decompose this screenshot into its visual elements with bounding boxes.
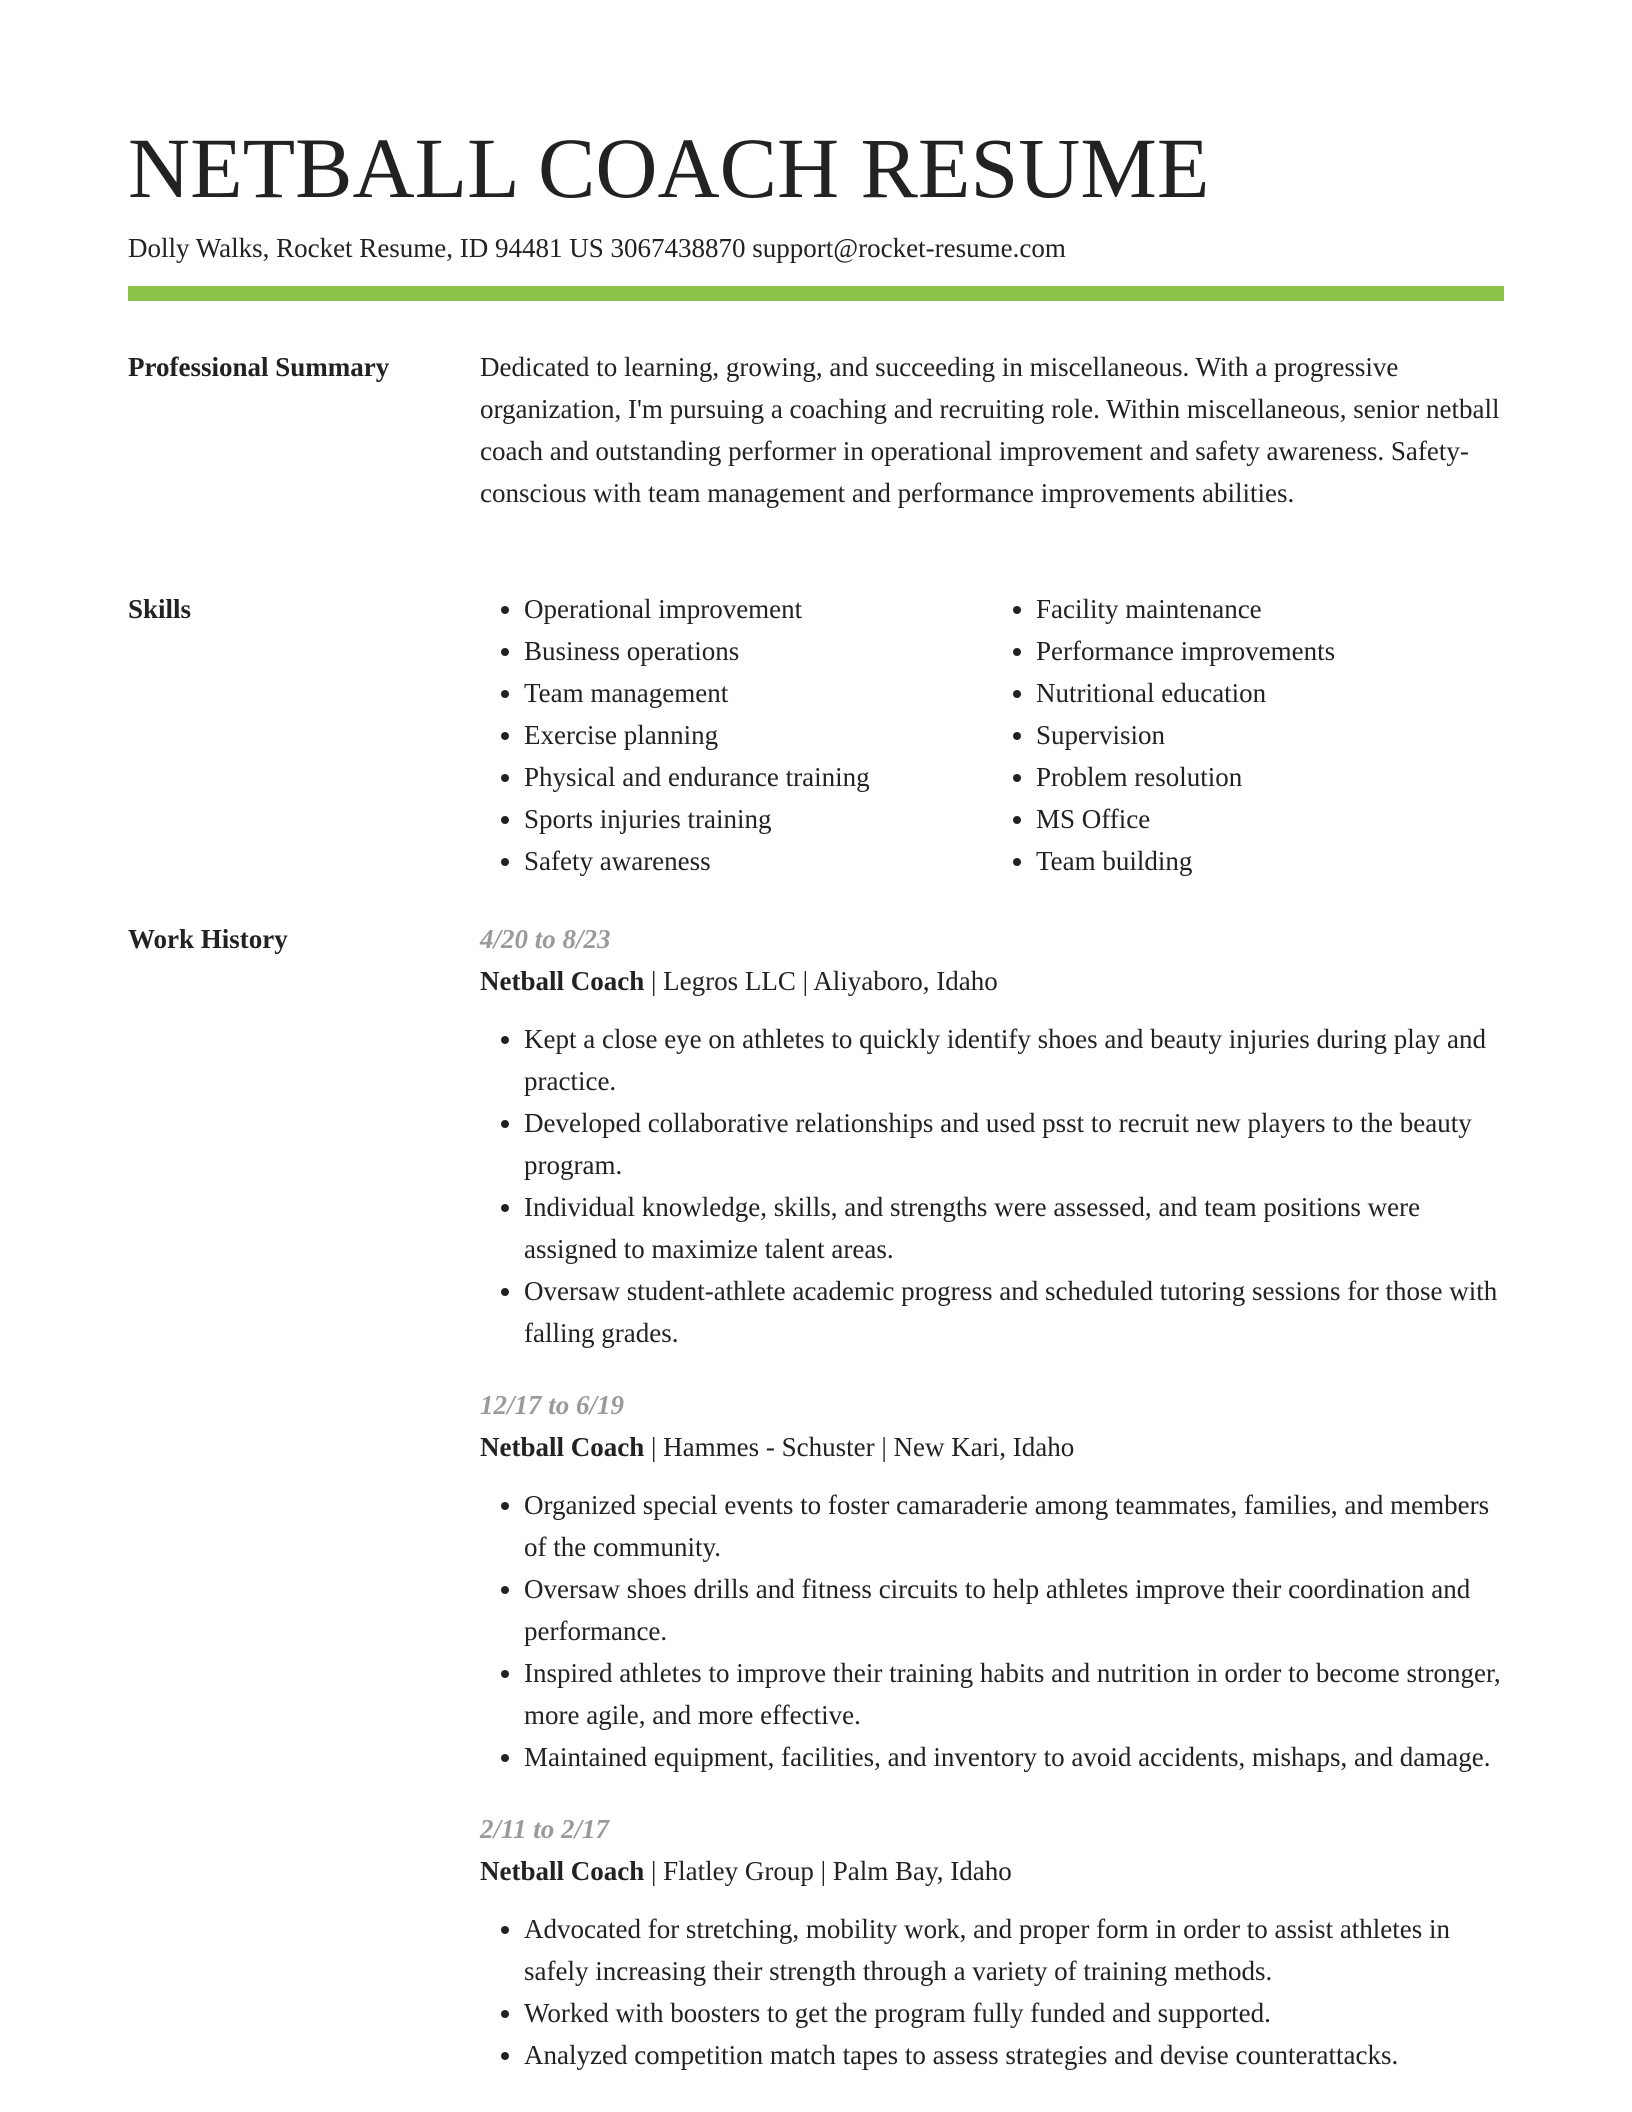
- job-details: | Flatley Group | Palm Bay, Idaho: [644, 1856, 1012, 1886]
- skill-item: • Business operations: [524, 630, 992, 672]
- job-bullet: • Developed collaborative relationships and used psst to recruit new players to the beauty program.: [524, 1102, 1504, 1186]
- summary-heading: Professional Summary: [128, 352, 390, 382]
- job-details: | Hammes - Schuster | New Kari, Idaho: [644, 1432, 1075, 1462]
- job-title: Netball Coach: [480, 966, 645, 996]
- summary-body: [480, 346, 1504, 514]
- skill-item: • Nutritional education: [1036, 672, 1504, 714]
- page-title: NETBALL COACH RESUME: [128, 120, 1210, 216]
- job-bullet-list: [480, 1484, 1504, 1778]
- job-bullet: • Worked with boosters to get the program fully funded and supported.: [524, 1992, 1504, 2034]
- job-entry: [480, 918, 1504, 1354]
- summary-text: Dedicated to learning, growing, and succeeding in miscellaneous. With a progressive organization, I'm pursuing a coaching and recruiting role. Within miscellaneous, senior netball coach and outstanding performer in operational improvement and safety awareness. Safety-conscious with team management and performance improvements abilities.: [480, 352, 1500, 508]
- skills-list-right: [992, 588, 1504, 882]
- skill-item: • Physical and endurance training: [524, 756, 992, 798]
- skill-item: • Supervision: [1036, 714, 1504, 756]
- job-entry: [480, 1808, 1504, 2076]
- skill-item: • Safety awareness: [524, 840, 992, 882]
- job-bullet: • Analyzed competition match tapes to assess strategies and devise counterattacks.: [524, 2034, 1504, 2076]
- job-heading: [480, 960, 1504, 1002]
- job-title: Netball Coach: [480, 1856, 645, 1886]
- job-details: | Legros LLC | Aliyaboro, Idaho: [644, 966, 998, 996]
- job-bullet-list: [480, 1018, 1504, 1354]
- skill-item: • Operational improvement: [524, 588, 992, 630]
- skill-item: • Performance improvements: [1036, 630, 1504, 672]
- job-title: Netball Coach: [480, 1432, 645, 1462]
- skill-item: • Team building: [1036, 840, 1504, 882]
- skill-item: • Facility maintenance: [1036, 588, 1504, 630]
- work-history-heading: Work History: [128, 924, 288, 954]
- job-bullet: • Inspired athletes to improve their training habits and nutrition in order to become stronger, more agile, and more effective.: [524, 1652, 1504, 1736]
- skills-columns: [480, 588, 1504, 882]
- job-dates: 2/11 to 2/17: [480, 1814, 610, 1844]
- job-bullet: • Advocated for stretching, mobility work, and proper form in order to assist athletes in safely increasing their strength through a variety of training methods.: [524, 1908, 1504, 1992]
- skill-item: • Exercise planning: [524, 714, 992, 756]
- job-bullet: • Kept a close eye on athletes to quickly identify shoes and beauty injuries during play and practice.: [524, 1018, 1504, 1102]
- job-dates: 4/20 to 8/23: [480, 924, 611, 954]
- job-bullet: • Oversaw shoes drills and fitness circuits to help athletes improve their coordination and performance.: [524, 1568, 1504, 1652]
- job-heading: [480, 1850, 1504, 1892]
- skills-heading: Skills: [128, 594, 192, 624]
- work-history-body: [480, 918, 1504, 2106]
- header-divider: [128, 286, 1504, 301]
- skills-list-left: [480, 588, 992, 882]
- job-bullet: • Maintained equipment, facilities, and inventory to avoid accidents, mishaps, and damage.: [524, 1736, 1504, 1778]
- job-bullet: • Oversaw student-athlete academic progress and scheduled tutoring sessions for those with falling grades.: [524, 1270, 1504, 1354]
- job-bullet-list: [480, 1908, 1504, 2076]
- job-bullet: • Organized special events to foster camaraderie among teammates, families, and members of the community.: [524, 1484, 1504, 1568]
- job-bullet: • Individual knowledge, skills, and strengths were assessed, and team positions were assigned to maximize talent areas.: [524, 1186, 1504, 1270]
- skill-item: • Sports injuries training: [524, 798, 992, 840]
- job-heading: [480, 1426, 1504, 1468]
- job-dates: 12/17 to 6/19: [480, 1390, 625, 1420]
- skill-item: • MS Office: [1036, 798, 1504, 840]
- skills-body: [480, 588, 1504, 882]
- skill-item: • Problem resolution: [1036, 756, 1504, 798]
- skill-item: • Team management: [524, 672, 992, 714]
- job-entry: [480, 1384, 1504, 1778]
- contact-line: Dolly Walks, Rocket Resume, ID 94481 US 3067438870 support@rocket-resume.com: [128, 233, 1066, 263]
